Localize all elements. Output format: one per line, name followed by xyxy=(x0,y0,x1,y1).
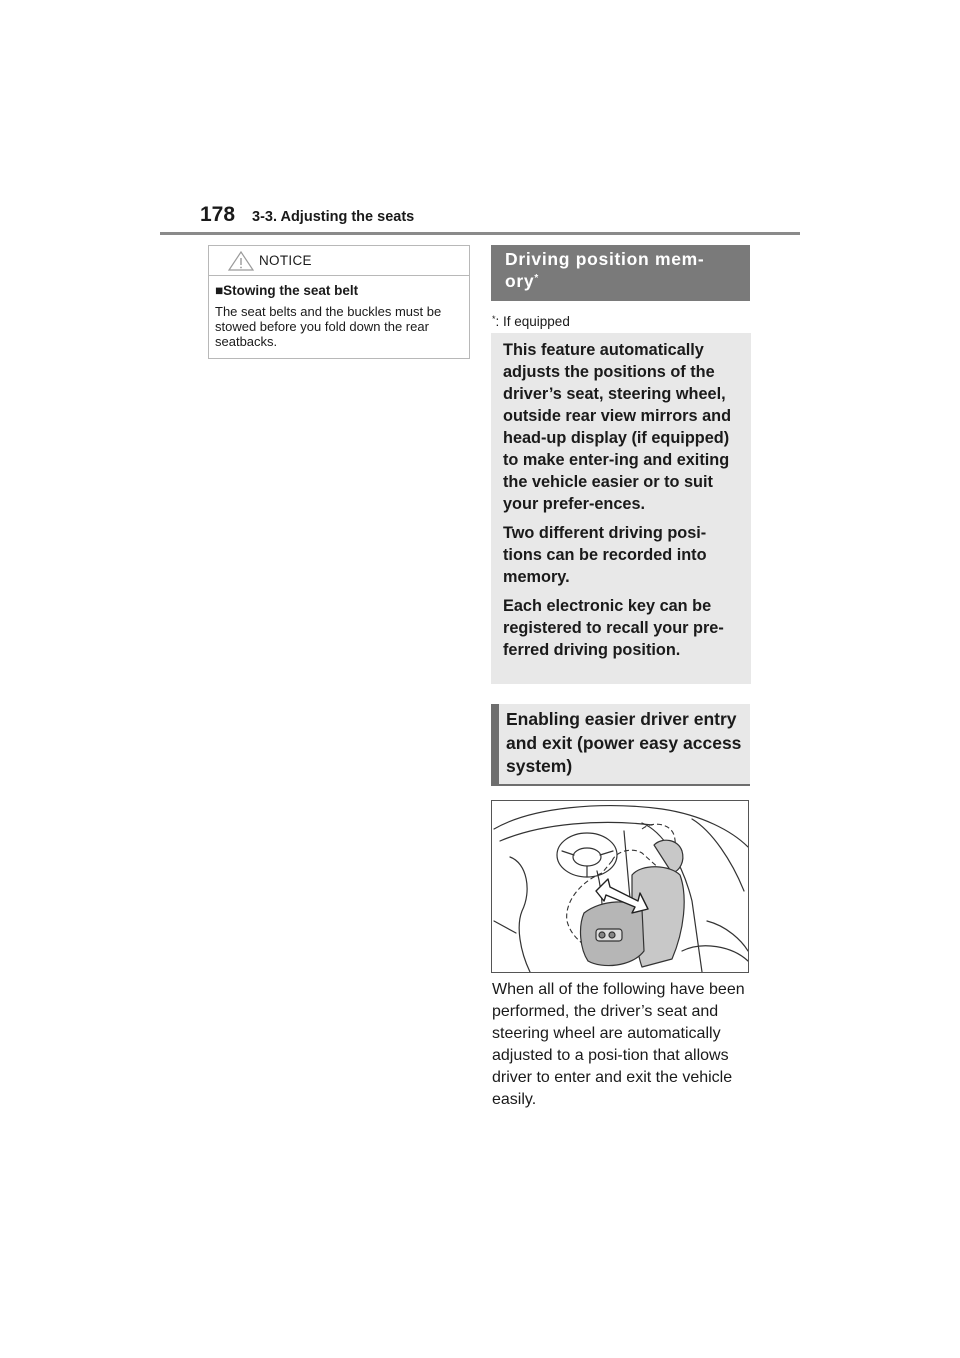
header-divider xyxy=(160,232,800,235)
page-number: 178 xyxy=(200,203,236,226)
notice-body: The seat belts and the buckles must be stowed before you fold down the rear seatbacks. xyxy=(215,304,442,349)
summary-paragraph: Each electronic key can be registered to recall your pre-ferred driving position. xyxy=(503,597,724,659)
notice-label: NOTICE xyxy=(259,253,312,268)
feature-summary-box xyxy=(491,333,751,684)
summary-paragraph: This feature automatically adjusts the positions of the driver’s seat, steering wheel, outside rear view mirrors and head-up display (if equipped) to make enter-ing and exiting the vehicle easier or to suit your prefer-ences. xyxy=(503,341,732,513)
warning-triangle-icon xyxy=(227,250,255,272)
subsection-heading: Enabling easier driver entry and exit (power easy access system) xyxy=(491,704,750,786)
seat-illustration xyxy=(491,800,749,973)
notice-subheading: ■Stowing the seat belt xyxy=(215,283,359,298)
notice-box xyxy=(208,245,470,359)
feature-title-line2: ory xyxy=(505,271,535,291)
feature-title-line1: Driving position mem- xyxy=(505,249,705,269)
footnote-asterisk: * xyxy=(492,314,496,324)
notice-header xyxy=(209,246,469,276)
summary-paragraph: Two different driving posi-tions can be recorded into memory. xyxy=(503,524,707,586)
footnote xyxy=(492,314,570,329)
feature-title-banner xyxy=(491,245,750,301)
section-title: 3-3. Adjusting the seats xyxy=(252,209,415,225)
footnote-text: : If equipped xyxy=(495,314,570,329)
car-interior-drawing xyxy=(492,801,748,972)
feature-title-asterisk: * xyxy=(534,273,539,284)
body-paragraph: When all of the following have been performed, the driver’s seat and steering wheel are automatically adjusted to a posi-tion that allows driver to enter and exit the vehicle easily. xyxy=(492,981,745,1108)
